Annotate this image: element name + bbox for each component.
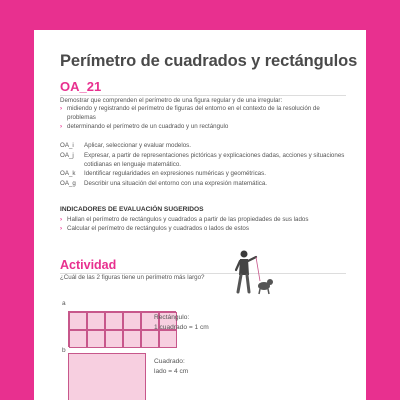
objective-intro: Demostrar que comprenden el perímetro de una figura regular y de una irregular: (60, 97, 283, 104)
grid-cell (105, 330, 123, 348)
activity-question: ¿Cuál de las 2 figuras tiene un perímetro más largo? (60, 274, 205, 281)
skill-row: OA_j Expresar, a partir de representaciones pictóricas y explicaciones dadas, acciones y situaciones cotidianas en lenguaje matemático. (60, 152, 345, 168)
figure-b-description: Cuadrado: lado = 4 cm (154, 358, 189, 375)
indicator-item: › Hallan el perímetro de rectángulos y cuadrados a partir de las propiedades de sus lados (60, 216, 309, 223)
objective-bullet: › determinando el perímetro de un cuadrado y un rectángulo (60, 123, 229, 130)
skill-row: OA_i Aplicar, seleccionar y evaluar modelos. (60, 142, 191, 149)
figure-a-description: Rectángulo: 1 cuadrado = 1 cm (154, 314, 209, 331)
divider (60, 95, 346, 96)
grid-cell (123, 312, 141, 330)
worksheet-page (34, 30, 366, 400)
objective-bullet: › midiendo y registrando el perímetro de figuras del entorno en el contexto de la resolución de problemas (60, 105, 320, 121)
grid-cell (105, 312, 123, 330)
grid-cell (69, 312, 87, 330)
grid-cell (123, 330, 141, 348)
skill-row: OA_g Describir una situación del entorno con una expresión matemática. (60, 180, 267, 187)
grid-cell (87, 312, 105, 330)
square-shape (68, 353, 146, 400)
indicator-item: › Calcular el perímetro de rectángulos y cuadrados o lados de estos (60, 225, 249, 232)
page-title: Perímetro de cuadrados y rectángulos (60, 52, 358, 70)
skill-row: OA_k Identificar regularidades en expresiones numéricas y geométricas. (60, 170, 266, 177)
activity-heading: Actividad (60, 258, 117, 272)
chevron-icon: › (60, 105, 63, 112)
indicators-heading: INDICADORES DE EVALUACIÓN SUGERIDOS (60, 206, 204, 213)
grid-cell (69, 330, 87, 348)
figure-b-label: b (62, 347, 66, 354)
grid-cell (87, 330, 105, 348)
person-walking-dog-illustration (230, 248, 278, 298)
figure-a-label: a (62, 300, 66, 307)
objective-code: OA_21 (60, 79, 102, 94)
chevron-icon: › (60, 123, 63, 130)
chevron-icon: › (60, 216, 63, 223)
chevron-icon: › (60, 225, 63, 232)
